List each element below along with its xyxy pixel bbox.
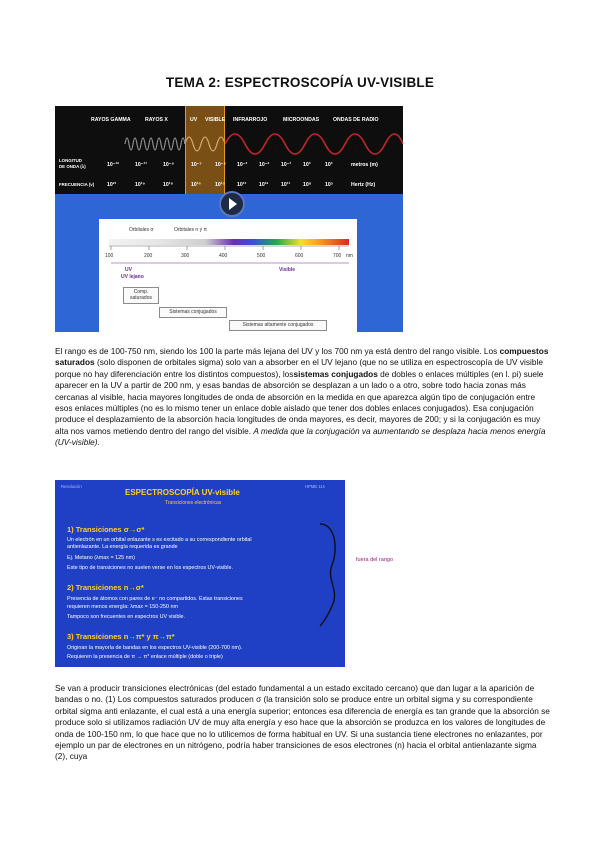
band-radio: ONDAS DE RADIO bbox=[333, 117, 379, 123]
bracket-curve bbox=[320, 524, 335, 626]
scale-100: 100 bbox=[105, 253, 114, 259]
orbital-n-pi-label: Orbitales n y π bbox=[174, 227, 207, 233]
scale-ticks bbox=[99, 245, 357, 255]
transition-2-title: 2) Transiciones n→σ* bbox=[67, 583, 144, 592]
wavelength-4: 10⁻⁵ bbox=[215, 162, 226, 168]
wavelength-row-label: LONGITUD DE ONDA (λ) bbox=[59, 158, 86, 169]
frequency-7: 10¹¹ bbox=[281, 182, 291, 188]
transition-2-line-2: requieren menos energía: λmax = 150-250 nm bbox=[67, 604, 179, 610]
paragraph-1 bbox=[55, 346, 550, 449]
scale-700: 700 bbox=[333, 253, 342, 259]
uv-visible-scale-panel bbox=[99, 219, 357, 332]
region-uv-far-label: UV lejano bbox=[121, 274, 144, 280]
scale-400: 400 bbox=[219, 253, 228, 259]
conjugated-box: Sistemas conjugados bbox=[159, 307, 227, 318]
band-uv: UV bbox=[190, 117, 198, 123]
wavelength-1: 10⁻¹¹ bbox=[135, 162, 147, 168]
slide-corner-left: Resolución bbox=[61, 484, 82, 489]
band-xray: RAYOS X bbox=[145, 117, 168, 123]
slide-heading: ESPECTROSCOPÍA UV-visible bbox=[125, 488, 240, 497]
wave-high-freq bbox=[125, 138, 185, 150]
slide-subheading: Transiciones electrónicas bbox=[165, 500, 222, 506]
transition-1-line-2: antienlazante. La energía requerida es grande bbox=[67, 544, 178, 550]
frequency-0: 10²¹ bbox=[107, 182, 117, 188]
frequency-9: 10⁵ bbox=[325, 182, 334, 188]
scale-600: 600 bbox=[295, 253, 304, 259]
p1-bold-saturated: compuestos saturados bbox=[55, 346, 549, 368]
wavelength-3: 10⁻⁷ bbox=[191, 162, 202, 168]
em-spectrum-figure bbox=[55, 106, 403, 332]
region-brackets bbox=[99, 261, 357, 273]
band-visible: VISIBLE bbox=[205, 117, 226, 123]
wavelength-0: 10⁻¹² bbox=[107, 162, 119, 168]
transition-3-line-1: Originan la mayoría de bandas en los espectros UV-visible (200-700 nm). bbox=[67, 645, 243, 651]
wavelength-5: 10⁻³ bbox=[237, 162, 248, 168]
frequency-1: 10¹⁹ bbox=[135, 182, 145, 188]
spectrum-header bbox=[55, 106, 403, 194]
frequency-2: 10¹⁸ bbox=[163, 182, 173, 188]
p1-text-1: El rango es de 100-750 nm, siendo los 100 la parte más lejana del UV y los 700 nm ya está dentro del rango visible. Los bbox=[55, 346, 500, 356]
scale-300: 300 bbox=[181, 253, 190, 259]
scale-200: 200 bbox=[144, 253, 153, 259]
wavelength-unit: metros (m) bbox=[351, 162, 378, 168]
p1-italic-conclusion: A medida que la conjugación va aumentando se desplaza hacia menos energía (UV-visible). bbox=[55, 425, 546, 448]
band-microwave: MICROONDAS bbox=[283, 117, 320, 123]
wavelength-8: 10³ bbox=[303, 162, 311, 168]
electronic-transitions-slide bbox=[55, 480, 345, 667]
wavelength-7: 10⁻¹ bbox=[281, 162, 292, 168]
scale-unit: nm bbox=[346, 253, 353, 259]
region-uv-label: UV bbox=[125, 267, 132, 273]
wavelength-9: 10³ bbox=[325, 162, 333, 168]
highly-conjugated-box: Sistemas altamente conjugados bbox=[229, 320, 327, 331]
play-button[interactable] bbox=[219, 191, 245, 217]
transition-1-line-4: Este tipo de transiciones no suelen verse en los espectros UV-visible. bbox=[67, 565, 233, 571]
paragraph-2: Se van a producir transiciones electrónicas (del estado fundamental a un estado excitado cercano) que dan lugar a la aparición de bandas o no. (1) Los compuestos saturados producen σ (la transición solo se produce entre un orbital sigma y su correspondiente orbital sigma anti enlazante, el cual está a una energía superior; entonces esa diferencia de energía es tan grande que la absorción se produce solo si utilizamos radiación UV de muy alta energía y eso hace que la absorción se produzca en los valores de longitudes de onda de 100-150 nm, lo que hace que no lo utilicemos de forma habitual en UV. Si una sustancia tiene electrones no enlazantes, por ejemplo un par de electrones en un nitrógeno, podría haber transiciones de esos electrones (n) hacia el orbital antienlazante sigma (2), cuya bbox=[55, 683, 550, 762]
handwritten-annotation: fuera del rango bbox=[356, 557, 393, 563]
frequency-6: 10¹² bbox=[259, 182, 269, 188]
band-gamma: RAYOS GAMMA bbox=[91, 117, 131, 123]
frequency-4: 10¹⁵ bbox=[215, 182, 225, 188]
wave-low-freq bbox=[225, 134, 403, 154]
wavelength-6: 10⁻² bbox=[259, 162, 270, 168]
p1-text-3: de dobles o enlaces múltiples (en l. pi) suele aparecer en la UV a partir de 200 nm, y esas bandas de absorción se desplazan a un lado o a otro, sobre todo hacia zonas más cercanas al visible, hacia mayores longitudes de onda de absorción en la medida en que aparezca algún tipo de conjugación entre esos enlaces múltiples (no es lo mismo tener un enlace doble aislado que tener dos dobles enlaces conjugados). Esa conjugación produce el desplazamiento de la absorción hacia longitudes de onda mayores, es decir, mayores de 200; y si la conjugación es muy alta nos vamos metiendo dentro del rango del visible. bbox=[55, 368, 544, 436]
transition-1-line-1: Un electrón en un orbital enlazante s es excitado a su correspondiente orbital bbox=[67, 537, 252, 543]
frequency-3: 10¹⁶ bbox=[191, 182, 201, 188]
frequency-5: 10¹³ bbox=[237, 182, 247, 188]
p1-bold-conjugated: sistemas conjugados bbox=[293, 368, 378, 379]
wave-graphic bbox=[55, 124, 403, 164]
slide-corner-right: HPMB 11s bbox=[305, 484, 325, 489]
transition-3-line-2: Requieren la presencia de π → π* enlace múltiple (doble o triple) bbox=[67, 654, 223, 660]
band-infrared: INFRARROJO bbox=[233, 117, 268, 123]
wavelength-2: 10⁻⁹ bbox=[163, 162, 174, 168]
frequency-8: 10⁸ bbox=[303, 182, 312, 188]
transition-1-line-3: Ej. Metano (λmax = 125 nm) bbox=[67, 555, 135, 561]
scale-500: 500 bbox=[257, 253, 266, 259]
handwritten-bracket bbox=[318, 520, 348, 630]
p1-text-2: (solo disponen de orbitales sigma) solo van a absorber en el UV lejano (que no se utiliza en espectroscopía de UV visible porque no hay diferenciación entre los distintos compuestos), los bbox=[55, 357, 543, 379]
transition-2-line-3: Tampoco son frecuentes en espectros UV visible. bbox=[67, 614, 186, 620]
transition-2-line-1: Presencia de átomos con pares de e⁻ no compartidos. Estas transiciones bbox=[67, 596, 243, 602]
transition-3-title: 3) Transiciones n→π* y π→π* bbox=[67, 632, 175, 641]
region-visible-label: Visible bbox=[279, 267, 296, 273]
page-title: TEMA 2: ESPECTROSCOPÍA UV-VISIBLE bbox=[165, 75, 435, 90]
orbital-sigma-label: Orbitales σ bbox=[129, 227, 154, 233]
frequency-row-label: FRECUENCIA (v) bbox=[59, 182, 95, 187]
transition-1-title: 1) Transiciones σ→σ* bbox=[67, 525, 145, 534]
saturated-box: Comp. saturados bbox=[123, 287, 159, 304]
frequency-unit: Hertz (Hz) bbox=[351, 182, 376, 188]
